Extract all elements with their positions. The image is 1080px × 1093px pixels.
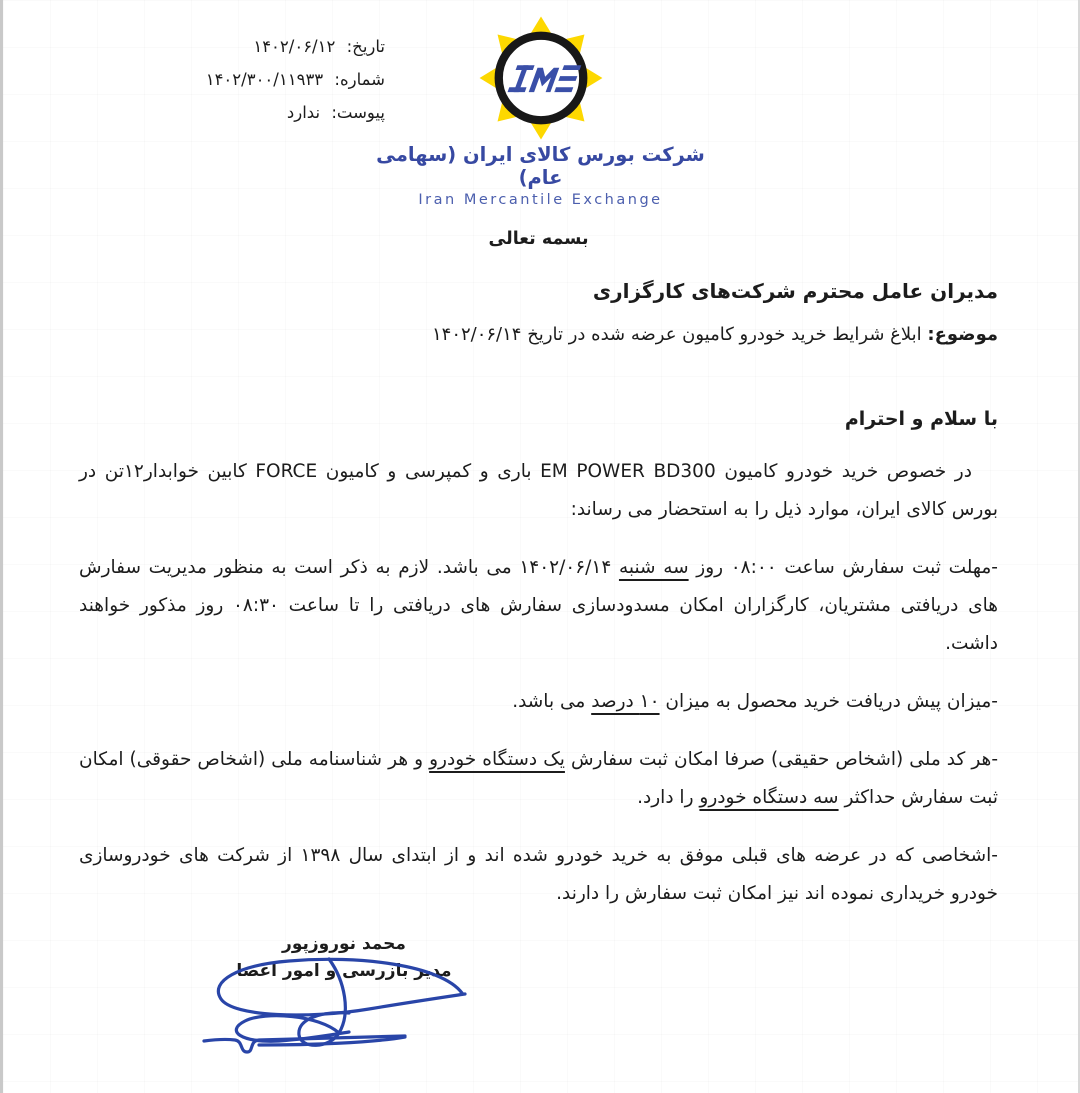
paragraph-text: و هر شناسنامه ملی (اشخاص حقوقی) امکان ثبت سفارش حداکثر (79, 749, 998, 808)
paragraph-text: می باشد. (512, 691, 592, 712)
ime-logo (361, 14, 721, 208)
paragraph-text: را دارد. (637, 787, 700, 808)
paragraph-text: -میزان پیش دریافت خرید محصول به میزان (659, 691, 998, 712)
underlined-text: ۱۰ درصد (591, 691, 660, 712)
underlined-text: سه شنبه (618, 557, 689, 578)
body-paragraph (79, 741, 998, 817)
body-paragraph (79, 837, 998, 913)
signature-block (189, 931, 499, 985)
company-name-fa: شرکت بورس کالای ایران (سهامی عام) (376, 143, 705, 189)
letter-meta (111, 30, 385, 129)
paragraph-text: ۱۴۰۲/۰۶/۱۴ می باشد. لازم به ذکر است به منظور مدیریت سفارش های دریافتی مشتریان، کارگزاران امکان مسدودسازی سفارش های دریافتی را تا ساعت ۰۸:۳۰ روز مذکور خواهند داشت. (79, 557, 998, 654)
paragraph-text: -هر کد ملی (اشخاص حقیقی) صرفا امکان ثبت سفارش (564, 749, 998, 770)
letterhead (3, 0, 1078, 208)
signer-title: مدیر بازرسی و امور اعضا (236, 961, 452, 981)
body-paragraph (79, 683, 998, 721)
underlined-text: یک دستگاه خودرو (429, 749, 565, 770)
paragraph-text: -اشخاصی که در عرضه های قبلی موفق به خرید خودرو شده اند و از ابتدای سال ۱۳۹۸ از شرکت های خودروسازی خودرو خریداری نموده اند نیز امکان ثبت سفارش را دارند. (79, 845, 998, 904)
subject-text: ابلاغ شرایط خرید خودرو کامیون عرضه شده در تاریخ ۱۴۰۲/۰۶/۱۴ (431, 324, 922, 345)
signer-name: محمد نوروزپور (282, 934, 406, 954)
besmellah: بسمه تعالی (488, 229, 589, 249)
date-value: ۱۴۰۲/۰۶/۱۲ (253, 37, 336, 56)
subject-label: موضوع: (927, 324, 998, 345)
body-paragraph (79, 549, 998, 663)
paragraph-text: -مهلت ثبت سفارش ساعت ۰۸:۰۰ روز (688, 557, 998, 578)
recipient-line: مدیران عامل محترم شرکت‌های کارگزاری (592, 279, 998, 303)
number-value: ۱۴۰۲/۳۰۰/۱۱۹۳۳ (205, 70, 324, 89)
underlined-text: سه دستگاه خودرو (699, 787, 839, 808)
meta-number (111, 63, 385, 96)
date-label: تاریخ: (346, 37, 385, 56)
paragraph-text: در خصوص خرید خودرو کامیون EM POWER BD300 باری و کمپرسی و کامیون FORCE کابین خوابدار۱۲تن در بورس کالای ایران، موارد ذیل را به استحضار می رساند: (79, 461, 998, 520)
subject-line (79, 320, 998, 350)
letter-body (79, 226, 998, 985)
paragraphs (79, 453, 998, 913)
ime-logo-icon (477, 14, 605, 142)
attachment-value: ندارد (286, 103, 321, 122)
number-label: شماره: (334, 70, 385, 89)
meta-attachment (111, 96, 385, 129)
meta-date (111, 30, 385, 63)
attachment-label: پیوست: (331, 103, 385, 122)
body-paragraph (79, 453, 998, 529)
company-name-en: Iran Mercantile Exchange (418, 192, 663, 208)
salutation: با سلام و احترام (844, 408, 998, 430)
